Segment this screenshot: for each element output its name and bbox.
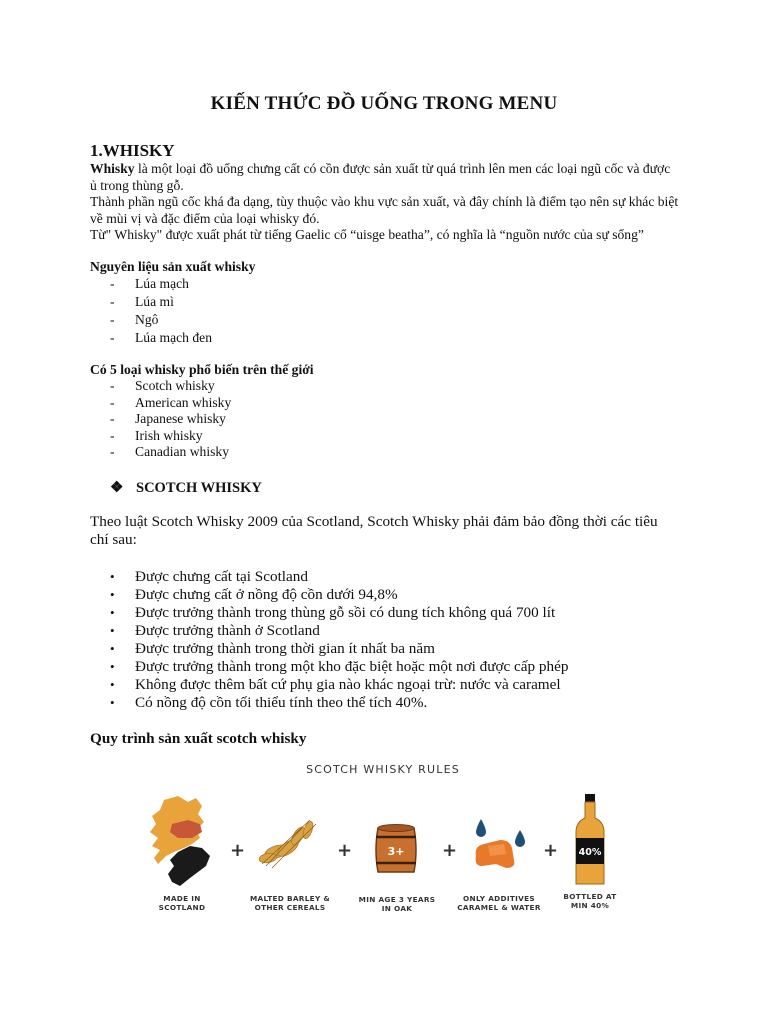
- list-item: • Được chưng cất tại Scotland: [110, 568, 308, 585]
- ingredients-heading: Nguyên liệu sản xuất whisky: [90, 259, 256, 274]
- barrel-icon: [372, 822, 420, 878]
- types-heading: Có 5 loại whisky phổ biến trên thế giới: [90, 362, 314, 377]
- intro-paragraph: [90, 161, 680, 194]
- list-item: • Có nồng độ cồn tối thiểu tính theo thể tích 40%.: [110, 694, 428, 711]
- scotch-heading: ❖ SCOTCH WHISKY: [110, 480, 262, 496]
- list-item: - Lúa mạch: [110, 276, 189, 291]
- ingredients-list: [110, 276, 212, 348]
- plus-sign: +: [543, 840, 559, 861]
- caption-only-additives: ONLY ADDITIVES CARAMEL & WATER: [457, 894, 541, 912]
- list-item: - Irish whisky: [110, 427, 203, 443]
- plus-sign: +: [337, 840, 353, 861]
- plus-sign: +: [230, 840, 246, 861]
- barley-icon: [258, 814, 320, 870]
- list-item: - Japanese whisky: [110, 411, 226, 426]
- list-item: • Được trưởng thành trong thời gian ít nhất ba năm: [110, 640, 435, 657]
- list-item: • Được trưởng thành trong thùng gỗ sồi có dung tích không quá 700 lít: [110, 604, 556, 621]
- infographic-title: SCOTCH WHISKY RULES: [306, 763, 460, 776]
- page-title: KIẾN THỨC ĐỒ UỐNG TRONG MENU: [210, 93, 558, 114]
- list-item: - Lúa mì: [110, 294, 174, 309]
- process-heading: Quy trình sản xuất scotch whisky: [90, 730, 307, 747]
- plus-sign: +: [442, 840, 458, 861]
- paragraph-etymology: Từ" Whisky" được xuất phát từ tiếng Gaelic cổ “uisge beatha”, có nghĩa là “nguồn nước của sự sống”: [90, 227, 644, 242]
- whisky-bottle-icon: [572, 792, 608, 888]
- scotch-law-paragraph: Theo luật Scotch Whisky 2009 của Scotland, Scotch Whisky phải đảm bảo đồng thời các tiêu chí sau:: [90, 513, 658, 548]
- diamond-bullet-icon: ❖: [110, 480, 124, 496]
- list-item: - Ngô: [110, 312, 159, 327]
- caramel-water-icon: [470, 816, 530, 872]
- scotland-map-icon: [144, 794, 224, 894]
- barrel-label: 3+: [387, 845, 405, 858]
- list-item: • Được chưng cất ở nồng độ cồn dưới 94,8%: [110, 586, 398, 603]
- scotch-rules-infographic: [140, 760, 620, 925]
- list-item: - American whisky: [110, 394, 232, 410]
- scotch-criteria-list: [110, 568, 568, 712]
- list-item: • Không được thêm bất cứ phụ gia nào khác ngoại trừ: nước và caramel: [110, 676, 561, 693]
- caption-made-in-scotland: MADE IN SCOTLAND: [158, 894, 206, 912]
- types-list: [110, 378, 231, 461]
- list-item: - Lúa mạch đen: [110, 330, 212, 345]
- bottle-label: 40%: [578, 847, 602, 858]
- caption-malted-barley: MALTED BARLEY & OTHER CEREALS: [249, 894, 331, 912]
- caption-bottled-at: BOTTLED AT MIN 40%: [563, 892, 617, 910]
- intro-text: là một loại đồ uống chưng cất có cồn được sản xuất từ quá trình lên men các loại ngũ cốc và được ủ trong thùng gỗ.: [90, 161, 671, 193]
- list-item: - Canadian whisky: [110, 444, 230, 459]
- list-item: - Scotch whisky: [110, 378, 215, 393]
- intro-bold-term: Whisky: [90, 161, 135, 176]
- section-heading-whisky: 1.WHISKY: [90, 141, 175, 160]
- list-item: • Được trưởng thành ở Scotland: [110, 622, 320, 639]
- paragraph-ingredients-variety: Thành phần ngũ cốc khá đa dạng, tùy thuộc vào khu vực sản xuất, và đây chính là điểm tạo nên sự khác biệt về mùi vị và đặc điểm của loại whisky đó.: [90, 194, 679, 226]
- list-item: • Được trưởng thành trong một kho đặc biệt hoặc một nơi được cấp phép: [110, 658, 569, 675]
- caption-min-age: MIN AGE 3 YEARS IN OAK: [358, 895, 436, 913]
